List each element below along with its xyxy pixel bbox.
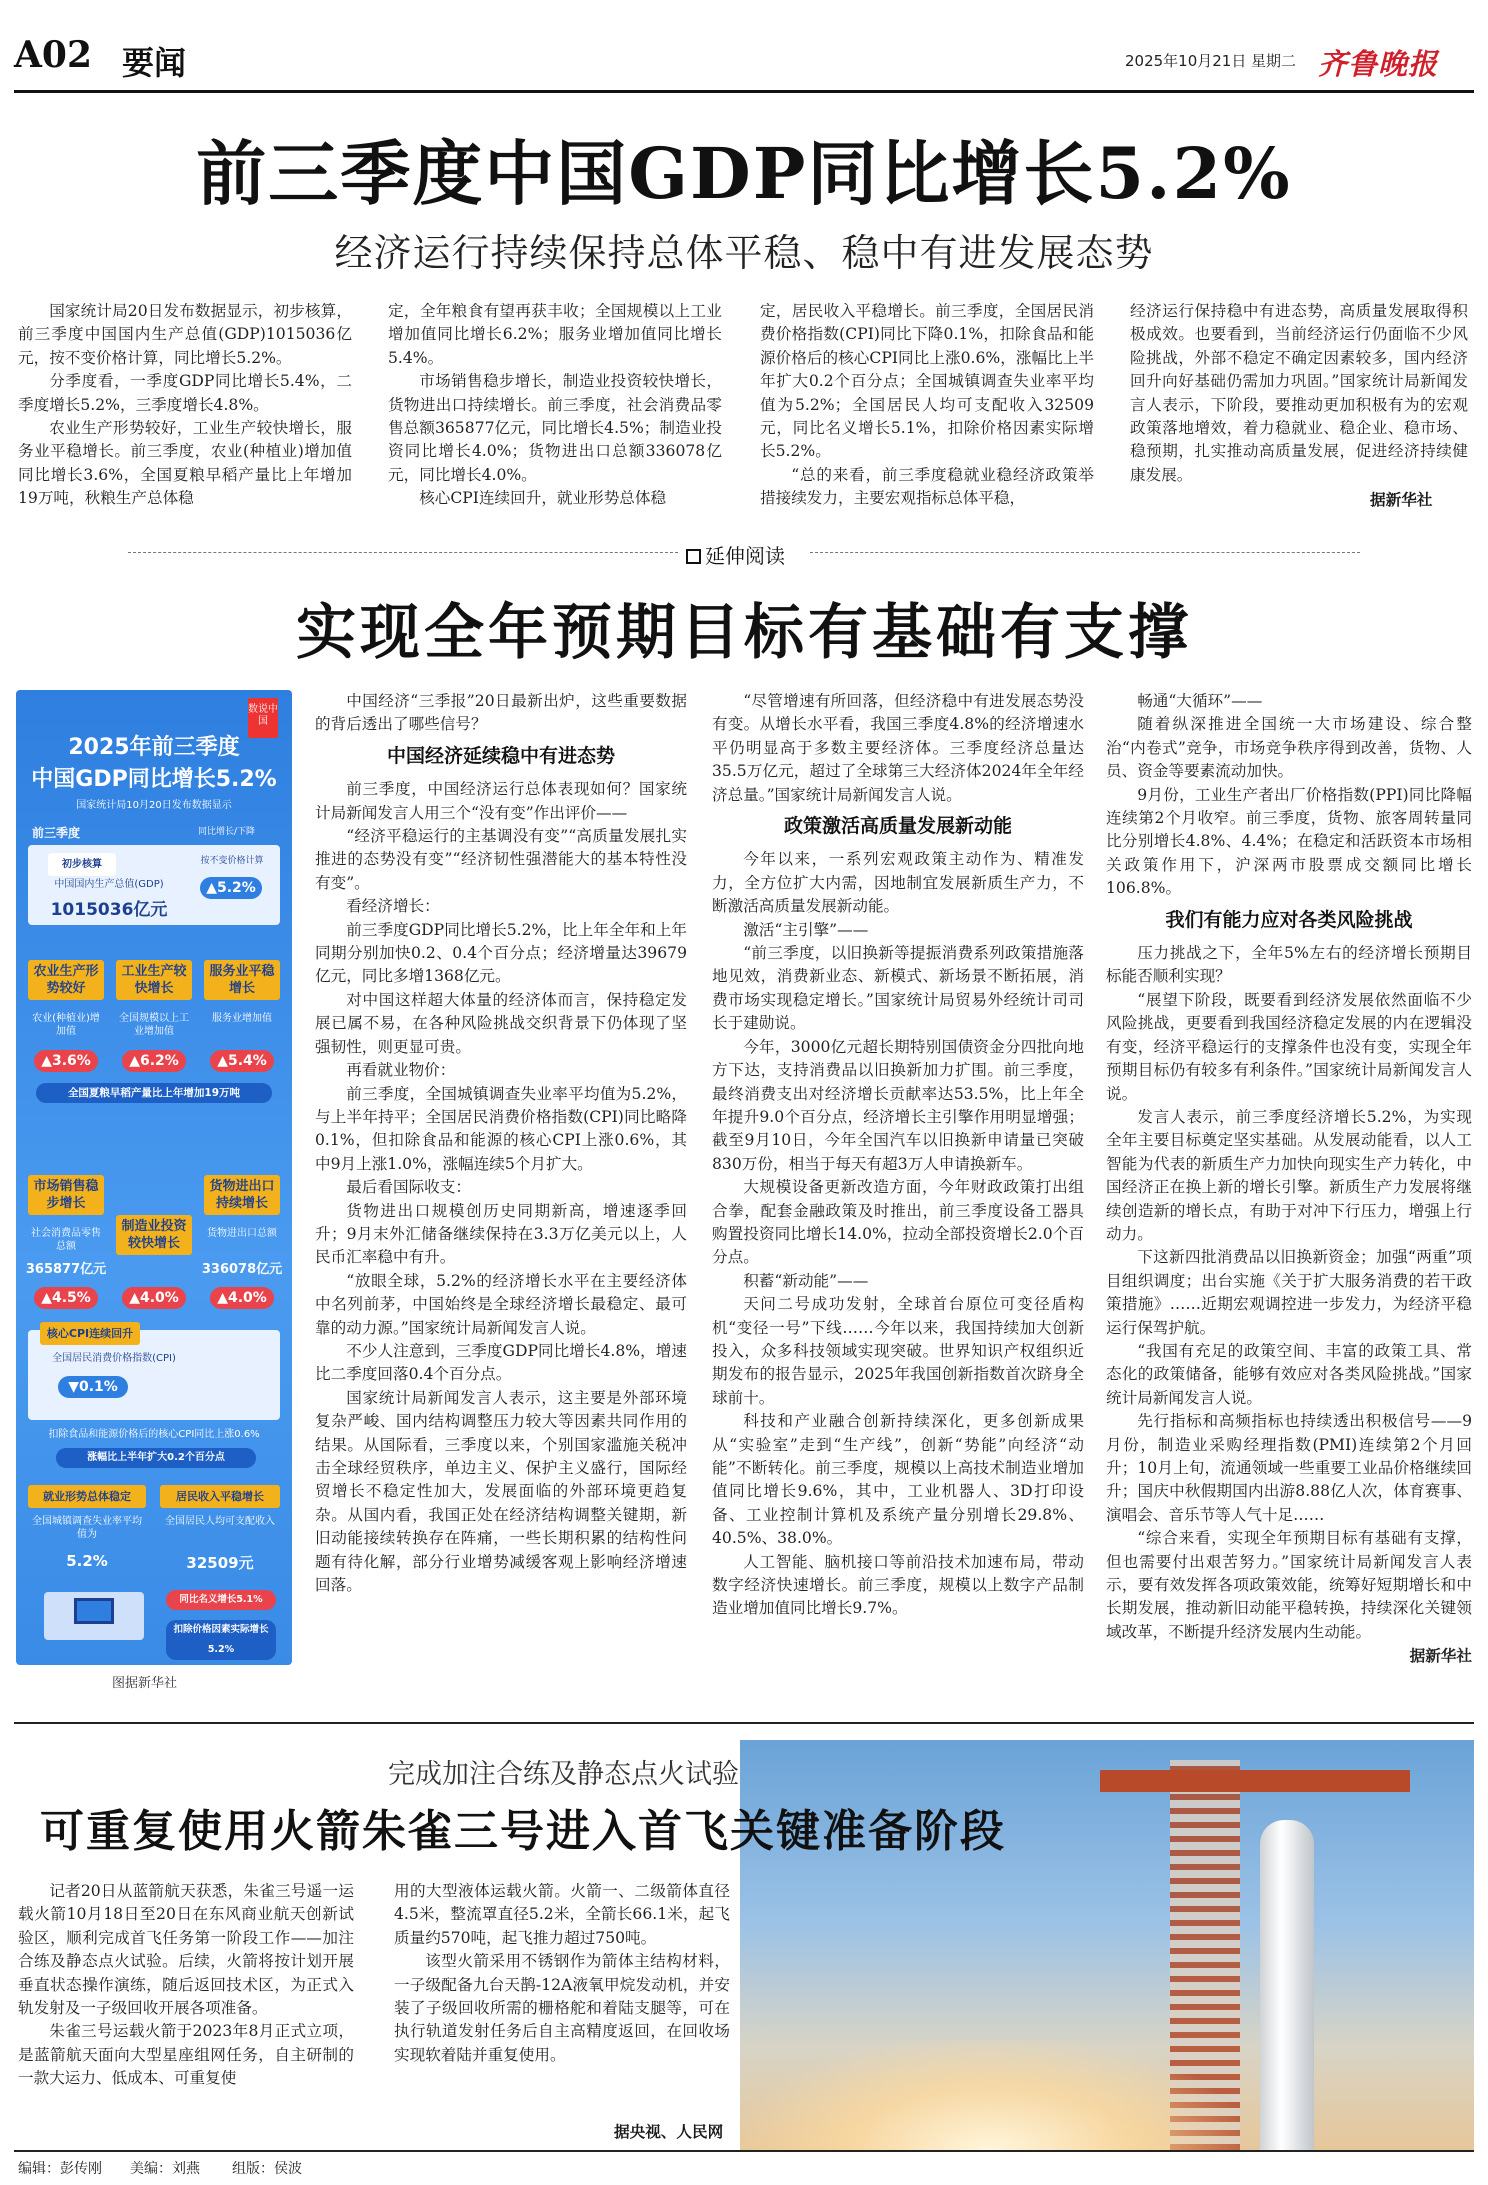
market-1-value-text: 4.5% (51, 1290, 91, 1306)
paragraph: 经济运行保持稳中有进态势，高质量发展取得积极成效。也要看到，当前经济运行仍面临不少风险挑战，外部不稳定不确定因素较多，国内经济回升向好基础仍需加力巩固。”国家统计局新闻发言人表示，下阶段，要推动更加积极有为的宏观政策落地增效，着力稳就业、稳企业、稳市场、稳预期，扎实推动高质量发展，促进经济持续健康发展。 (1130, 302, 1468, 484)
gdp-value: 1015036亿元 (50, 900, 168, 920)
section-name: 要闻 (122, 44, 187, 82)
extended-headline: 实现全年预期目标有基础有支撑 (296, 598, 1192, 668)
paragraph: 用的大型液体运载火箭。火箭一、二级箭体直径4.5米，整流罩直径5.2米，全箭长66.1米，起飞质量约570吨，起飞推力超过750吨。 (394, 1882, 730, 1947)
income-title: 居民收入平稳增长 (160, 1485, 280, 1508)
paragraph: 前三季度，中国经济运行总体表现如何？国家统计局新闻发言人用三个“没有变”作出评价—— (315, 780, 687, 822)
paragraph: 农业生产形势较好，工业生产较快增长，服务业平稳增长。前三季度，农业(种植业)增加值同比增长3.6%，全国夏粮早稻产量比上年增加19万吨，秋粮生产总体稳 (18, 419, 352, 508)
paragraph: “展望下阶段，既要看到经济发展依然面临不少风险挑战，更要看到我国经济稳定发展的内在逻辑没有变，经济平稳运行的支撑条件也没有变，实现全年预期目标仍有较多有利条件。”国家统计局新闻发言人说。 (1106, 990, 1472, 1103)
main-headline: 前三季度中国GDP同比增长5.2% (196, 132, 1292, 215)
extended-reading-label (686, 540, 785, 569)
rocket-column-2 (394, 1880, 730, 2120)
gdp-tag: 初步核算 (48, 853, 116, 876)
paragraph: 随着纵深推进全国统一大市场建设、综合整治“内卷式”竞争，市场竞争秩序得到改善，货物、人员、资金等要素流动加快。 (1106, 715, 1472, 781)
footer-editor: 编辑：彭传刚 (18, 2161, 102, 2177)
sector-1-value-text: 3.6% (51, 1053, 91, 1069)
infographic-title: 中国GDP同比增长5.2% (31, 767, 277, 792)
income-desc: 全国居民人均可支配收入 (165, 1516, 275, 1527)
paragraph: 前三季度GDP同比增长5.2%，比上年全年和上年同期分别加快0.2、0.4个百分点；经济增量达39679亿元，同比多增1368亿元。 (315, 920, 687, 986)
main-subheadline: 经济运行持续保持总体平稳、稳中有进发展态势 (334, 231, 1154, 275)
top-column-4 (1130, 300, 1468, 510)
sector-3-value-text: 5.4% (227, 1053, 267, 1069)
legend-note: 同比增长/下降 (198, 827, 256, 837)
paragraph: 下这新四批消费品以旧换新资金；加强“两重”项目组织调度；出台实施《关于扩大服务消费的若干政策措施》……近期宏观调控进一步发力，为经济平稳运行保驾护航。 (1106, 1248, 1472, 1337)
divider-right (810, 552, 1360, 553)
infographic-source: 国家统计局10月20日发布数据显示 (76, 800, 232, 811)
sector-3-desc: 服务业增加值 (212, 1013, 272, 1024)
paragraph: “我国有充足的政策空间、丰富的政策工具、常态化的政策储备，能够有效应对各类风险挑战。”国家统计局新闻发言人说。 (1106, 1341, 1472, 1407)
section-heading: 政策激活高质量发展新动能 (783, 815, 1012, 838)
employment-desc: 全国城镇调查失业率平均值为 (32, 1516, 142, 1540)
paragraph: 该型火箭采用不锈钢作为箭体主结构材料，一子级配备九台天鹊-12A液氧甲烷发动机，并安装了子级回收所需的栅格舵和着陆支腿等，可在执行轨道发射任务后自主高精度返回，在回收场实现软着陆并重复使用。 (394, 1952, 730, 2064)
rocket-kicker: 完成加注合练及静态点火试验 (388, 1759, 739, 1790)
article-column-1 (315, 690, 687, 1690)
core-cpi-line: 扣除食品和能源价格后的核心CPI同比上涨0.6% (48, 1429, 260, 1440)
article-column-2 (712, 690, 1084, 1690)
paragraph: 定，居民收入平稳增长。前三季度，全国居民消费价格指数(CPI)同比下降0.1%，扣除食品和能源价格后的核心CPI同比上涨0.6%，涨幅比上半年扩大0.2个百分点；全国城镇调查失业率平均值为5.2%；全国居民人均可支配收入32509元，同比名义增长5.1%，扣除价格因素实际增长5.2%。 (760, 302, 1094, 461)
paragraph: 分季度看，一季度GDP同比增长5.4%，二季度增长5.2%，三季度增长4.8%。 (18, 372, 352, 414)
section-heading: 中国经济延续稳中有进态势 (386, 744, 615, 767)
extended-label-text: 延伸阅读 (705, 544, 785, 568)
sector-2-value-text: 6.2% (139, 1053, 179, 1069)
paragraph: “经济平稳运行的主基调没有变”“高质量发展扎实推进的态势没有变”“经济韧性强潜能大的基本特性没有变”。 (315, 827, 687, 892)
badge-seal: 数说中国 (248, 698, 278, 738)
paragraph: 最后看国际收支： (346, 1178, 471, 1197)
paragraph: 再看就业物价： (346, 1061, 456, 1080)
paragraph: 市场销售稳步增长，制造业投资较快增长，货物进出口持续增长。前三季度，社会消费品零售总额365877亿元，同比增长4.5%；制造业投资同比增长4.0%；货物进出口总额336078亿元，同比增长4.0%。 (388, 372, 722, 484)
paragraph: 天问二号成功发射，全球首台原位可变径盾构机“变径一号”下线……今年以来，我国持续加大创新投入，众多科技领域实现突破。世界知识产权组织近期发布的报告显示，2025年我国创新指数首次跻身全球前十。 (712, 1295, 1084, 1407)
market-1-value: ▲4.5% (34, 1287, 98, 1309)
office-illustration (44, 1592, 144, 1640)
income-value: 32509元 (186, 1554, 254, 1572)
paragraph: 核心CPI连续回升，就业形势总体稳 (419, 489, 667, 508)
rocket-headline: 可重复使用火箭朱雀三号进入首飞关键准备阶段 (40, 1806, 1006, 1857)
page-code: A02 (14, 34, 93, 76)
paragraph: 畅通“大循环”—— (1137, 692, 1263, 710)
paragraph: 对中国这样超大体量的经济体而言，保持稳定发展已属不易，在各种风险挑战交织背景下仍体现了坚强韧性，则更显可贵。 (315, 990, 687, 1056)
grain-note: 全国夏粮早稻产量比上年增加19万吨 (36, 1083, 272, 1103)
paragraph: 中国经济“三季报”20日最新出炉，这些重要数据的背后透出了哪些信号？ (315, 692, 687, 734)
article-source: 据新华社 (1409, 1646, 1472, 1666)
market-2-value: ▲4.0% (122, 1287, 186, 1309)
paragraph: “尽管增速有所回落，但经济稳中有进发展态势没有变。从增长水平看，我国三季度4.8%的经济增速水平仍明显高于多数主要经济体。三季度经济总量达35.5万亿元，超过了全球第三大经济体2024年全年经济总量。”国家统计局新闻发言人说。 (712, 692, 1084, 804)
paragraph: 先行指标和高频指标也持续透出积极信号——9月份，制造业采购经理指数(PMI)连续第2个月回升；10月上旬，流通领域一些重要工业品价格继续回升；国庆中秋假期国内出游8.88亿人次，体育赛事、演唱会、音乐节等人气十足…… (1106, 1412, 1472, 1524)
infographic-year: 2025年前三季度 (68, 735, 240, 760)
infographic-credit: 图据新华社 (112, 1676, 178, 1691)
paragraph: 不少人注意到，三季度GDP同比增长4.8%，增速比二季度回落0.4个百分点。 (315, 1341, 687, 1384)
footer-rule (14, 2150, 1474, 2152)
footer-proof: 组版：侯波 (232, 2161, 302, 2177)
paragraph: 压力挑战之下，全年5%左右的经济增长预期目标能否顺利实现？ (1106, 944, 1472, 986)
market-3-value-text: 4.0% (227, 1290, 267, 1306)
header-rule (14, 90, 1474, 93)
paragraph: 国家统计局新闻发言人表示，这主要是外部环境复杂严峻、国内结构调整压力较大等因素共同作用的结果。从国际看，三季度以来，个别国家滥施关税冲击全球经贸秩序，单边主义、保护主义盛行，国际经贸增长不稳定性加大，发展面临的外部环境更趋复杂。从国内看，我国正处在经济结构调整关键期，新旧动能接续转换存在阵痛，一些长期积累的结构性问题有待化解，部分行业增势减缓客观上影响经济增速回落。 (315, 1388, 687, 1595)
paragraph: “前三季度，以旧换新等提振消费系列政策措施落地见效，消费新业态、新模式、新场景不断拓展，消费市场实现稳定增长。”国家统计局贸易外经统计司司长于建勋说。 (712, 944, 1084, 1033)
market-1-desc: 社会消费品零售总额 (31, 1228, 101, 1252)
core-cpi-note: 涨幅比上半年扩大0.2个百分点 (56, 1448, 256, 1468)
sector-2-desc: 全国规模以上工业增加值 (119, 1013, 189, 1037)
flame-glow (740, 2040, 1240, 2150)
gdp-growth-text: 5.2% (216, 880, 256, 896)
sector-3-title: 服务业平稳增长 (204, 960, 280, 1000)
market-1-title: 市场销售稳步增长 (28, 1175, 104, 1215)
paragraph: 前三季度，全国城镇调查失业率平均值为5.2%，与上半年持平；全国居民消费价格指数(CPI)同比略降0.1%，但扣除食品和能源的核心CPI上涨0.6%，其中9月上涨1.0%，涨幅连续5个月扩大。 (315, 1084, 687, 1173)
paragraph: 激活“主引擎”—— (743, 920, 869, 939)
legend-label: 前三季度 (32, 826, 81, 840)
weekday: 星期二 (1251, 52, 1297, 70)
paragraph: “总的来看，前三季度稳就业稳经济政策举措接续发力，主要宏观指标总体平稳， (760, 465, 1094, 508)
sector-2-title: 工业生产较快增长 (116, 960, 192, 1000)
market-3-title: 货物进出口持续增长 (204, 1175, 280, 1215)
paragraph: 大规模设备更新改造方面，今年财政政策打出组合拳，配套金融政策及时推出，前三季度设备工器具购置投资同比增长14.0%，拉动全部投资增长2.0个百分点。 (712, 1178, 1084, 1267)
paragraph: 今年以来，一系列宏观政策主动作为、精准发力，全方位扩大内需，因地制宜发展新质生产力，不断激活高质量发展新动能。 (712, 850, 1084, 916)
paragraph: 记者20日从蓝箭航天获悉，朱雀三号遥一运载火箭10月18日至20日在东风商业航天创新试验区，顺利完成首飞任务第一阶段工作——加注合练及静态点火试验。后续，火箭将按计划开展垂直状态操作演练，随后返回技术区，为正式入轨发射及一子级回收开展各项准备。 (18, 1882, 354, 2018)
paragraph: 发言人表示，前三季度经济增长5.2%，为实现全年主要目标奠定坚实基础。从发展动能看，以人工智能为代表的新质生产力加快向现实生产力转化，中国经济正在换上新的增长引擎。新质生产力发展将继续创造新的增长点，有助于对冲下行压力，增强上行动力。 (1106, 1107, 1472, 1243)
market-3-amount: 336078亿元 (201, 1262, 283, 1277)
market-3-desc: 货物进出口总额 (207, 1228, 277, 1239)
gdp-label: 中国国内生产总值(GDP) (54, 879, 164, 890)
paragraph: 货物进出口规模创历史同期新高，增速逐季回升；9月末外汇储备继续保持在3.3万亿美元以上，人民币汇率稳中有升。 (315, 1201, 687, 1267)
cpi-value: ▼0.1% (58, 1376, 128, 1398)
top-source: 据新华社 (1370, 490, 1433, 509)
top-column-1 (18, 300, 352, 510)
income-real: 扣除价格因素实际增长5.2% (166, 1620, 276, 1660)
paragraph: 看经济增长： (346, 897, 440, 916)
market-3-value: ▲4.0% (210, 1287, 274, 1309)
sector-2-value: ▲6.2% (122, 1050, 186, 1072)
article-column-3 (1106, 690, 1472, 1690)
paragraph: “放眼全球，5.2%的经济增长水平在主要经济体中名列前茅，中国始终是全球经济增长最稳定、最可靠的动力源。”国家统计局新闻发言人说。 (315, 1271, 687, 1337)
top-column-2 (388, 300, 722, 510)
rocket-column-1 (18, 1880, 354, 2140)
cpi-desc: 全国居民消费价格指数(CPI) (52, 1353, 176, 1364)
price-tag: 按不变价格计算 (200, 856, 264, 866)
market-2-title: 制造业投资较快增长 (116, 1215, 192, 1255)
cpi-value-text: 0.1% (78, 1379, 118, 1395)
market-2-value-text: 4.0% (139, 1290, 179, 1306)
sector-3-value: ▲5.4% (210, 1050, 274, 1072)
income-nominal: 同比名义增长5.1% (166, 1590, 276, 1610)
tower-arm (1100, 1770, 1410, 1792)
footer-designer: 美编：刘燕 (130, 2161, 200, 2177)
rocket-body (1260, 1820, 1314, 2150)
gdp-growth: ▲5.2% (200, 877, 262, 899)
section-heading: 我们有能力应对各类风险挑战 (1165, 908, 1413, 931)
sector-1-desc: 农业(种植业)增加值 (32, 1013, 100, 1037)
market-1-amount: 365877亿元 (25, 1262, 107, 1277)
employment-title: 就业形势总体稳定 (28, 1485, 146, 1508)
monitor-shape (74, 1598, 114, 1624)
paragraph: 今年，3000亿元超长期特别国债资金分四批向地方下达，支持消费品以旧换新加力扩围。前三季度，最终消费支出对经济增长贡献率达53.5%，比上年全年提升9.0个百分点，经济增长主引擎作用明显增强；截至9月10日，今年全国汽车以旧换新申请量已突破830万份，相当于每天有超3万人申请换新车。 (712, 1037, 1084, 1173)
rocket-section-rule (14, 1722, 1474, 1724)
paragraph: “综合来看，实现全年预期目标有基础有支撑，但也需要付出艰苦努力。”国家统计局新闻发言人表示，要有效发挥各项政策效能，统筹好短期增长和中长期发展，推动新旧动能平稳转换，持续深化关键领域改革，不断提升经济发展内生动能。 (1106, 1529, 1472, 1641)
cpi-title: 核心CPI连续回升 (40, 1322, 140, 1345)
gdp-card (28, 845, 280, 925)
paragraph: 科技和产业融合创新持续深化，更多创新成果从“实验室”走到“生产线”，创新“势能”向经济“动能”不断转化。前三季度，规模以上高技术制造业增加值同比增长9.6%，其中，工业机器人、3D打印设备、工业控制计算机及系统产量分别增长29.8%、40.5%、38.0%。 (712, 1412, 1084, 1548)
masthead-logo: 齐鲁晚报 (1318, 47, 1439, 81)
employment-value: 5.2% (66, 1552, 108, 1570)
divider-left (128, 552, 678, 553)
paragraph: 人工智能、脑机接口等前沿技术加速布局，带动数字经济快速增长。前三季度，规模以上数字产品制造业增加值同比增长9.7%。 (712, 1552, 1084, 1618)
rocket-source: 据央视、人民网 (614, 2122, 724, 2141)
sector-1-value: ▲3.6% (34, 1050, 98, 1072)
gdp-infographic (16, 690, 292, 1665)
paragraph: 定，全年粮食有望再获丰收；全国规模以上工业增加值同比增长6.2%；服务业增加值同比增长5.4%。 (388, 302, 722, 367)
cpi-card (28, 1327, 280, 1420)
issue-date: 2025年10月21日 (1125, 52, 1247, 70)
top-column-3 (760, 300, 1094, 510)
square-icon (686, 549, 701, 564)
paragraph: 9月份，工业生产者出厂价格指数(PPI)同比降幅连续第2个月收窄。前三季度，货物、旅客周转量同比分别增长4.8%、4.4%；在稳定和活跃资本市场相关政策作用下，沪深两市股票成交额同比增长106.8%。 (1106, 785, 1472, 898)
paragraph: 朱雀三号运载火箭于2023年8月正式立项，是蓝箭航天面向大型星座组网任务，自主研制的一款大运力、低成本、可重复使 (18, 2022, 354, 2088)
paragraph: 国家统计局20日发布数据显示，初步核算，前三季度中国国内生产总值(GDP)1015036亿元，按不变价格计算，同比增长5.2%。 (18, 302, 352, 367)
paragraph: 积蓄“新动能”—— (743, 1271, 869, 1290)
sector-1-title: 农业生产形势较好 (28, 960, 104, 1000)
